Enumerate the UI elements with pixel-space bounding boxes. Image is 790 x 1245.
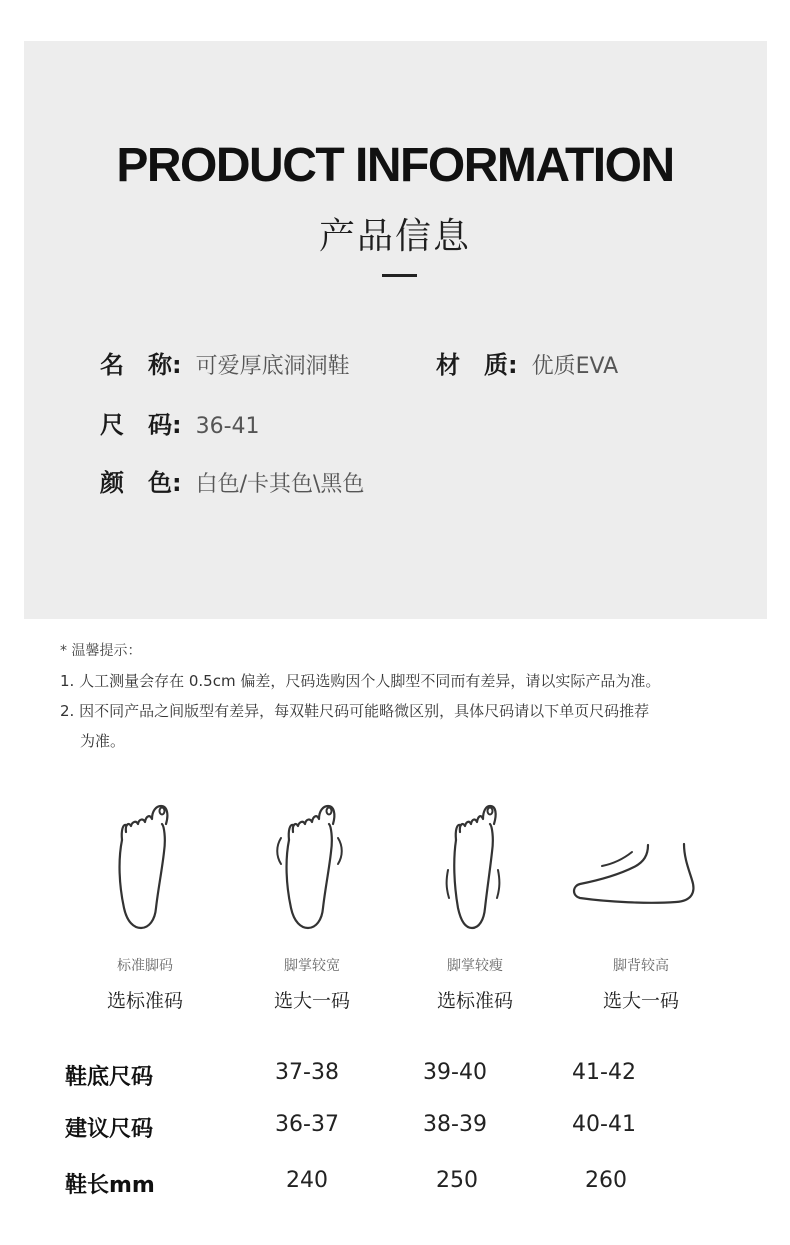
info-material-label: 材 质:	[436, 351, 518, 379]
size-cell: 36-37	[275, 1112, 339, 1137]
size-row-sole	[0, 1060, 790, 1100]
foot-recommend-1: 选标准码	[106, 990, 183, 1012]
title-divider	[382, 274, 417, 277]
high-instep-foot-icon	[568, 800, 698, 935]
foot-recommend-2: 选大一码	[273, 990, 350, 1012]
foot-recommend-4: 选大一码	[602, 990, 679, 1012]
foot-recommend-3: 选标准码	[436, 990, 513, 1012]
info-name-value: 可爱厚底洞洞鞋	[195, 354, 350, 379]
size-row-label: 建议尺码	[65, 1117, 154, 1142]
standard-foot-icon	[78, 800, 208, 935]
size-cell: 37-38	[275, 1060, 339, 1085]
info-size-label: 尺 码:	[100, 411, 182, 439]
size-cell: 41-42	[572, 1060, 636, 1085]
size-cell: 250	[436, 1168, 478, 1193]
info-size-row	[100, 405, 260, 440]
size-cell: 240	[286, 1168, 328, 1193]
info-name-label: 名 称:	[100, 351, 182, 379]
info-color-row	[100, 463, 364, 498]
tips-line-1: 1. 人工测量会存在 0.5cm 偏差，尺码选购因个人脚型不同而有差异，请以实际产品为准。	[60, 672, 661, 690]
size-cell: 39-40	[423, 1060, 487, 1085]
tips-section	[60, 636, 760, 756]
size-row-length	[0, 1168, 790, 1208]
page-subtitle: 产品信息	[318, 216, 471, 257]
foot-caption-2: 脚掌较宽	[284, 958, 340, 974]
info-color-value: 白色/卡其色\黑色	[195, 472, 365, 497]
tips-line-2: 2. 因不同产品之间版型有差异，每双鞋尺码可能略微区别，具体尺码请以下单页尺码推荐	[60, 702, 650, 720]
size-row-label: 鞋长mm	[65, 1173, 155, 1198]
tips-line-2-cont: 为准。	[80, 732, 126, 750]
info-name-row	[100, 345, 350, 380]
page-title: PRODUCT INFORMATION	[116, 139, 674, 192]
info-material-value: 优质EVA	[531, 354, 619, 379]
foot-caption-4: 脚背较高	[613, 958, 669, 974]
foot-caption-1: 标准脚码	[117, 958, 173, 974]
size-row-label: 鞋底尺码	[65, 1065, 154, 1090]
info-color-label: 颜 色:	[100, 469, 182, 497]
size-row-suggested	[0, 1112, 790, 1152]
product-info-panel	[24, 41, 767, 619]
narrow-foot-icon	[410, 800, 540, 935]
wide-foot-icon	[245, 800, 375, 935]
size-cell: 40-41	[572, 1112, 636, 1137]
tips-heading: * 温馨提示：	[60, 643, 142, 659]
size-cell: 260	[585, 1168, 627, 1193]
info-material-row	[436, 345, 618, 380]
foot-caption-3: 脚掌较瘦	[447, 958, 503, 974]
size-cell: 38-39	[423, 1112, 487, 1137]
info-size-value: 36-41	[195, 414, 260, 439]
